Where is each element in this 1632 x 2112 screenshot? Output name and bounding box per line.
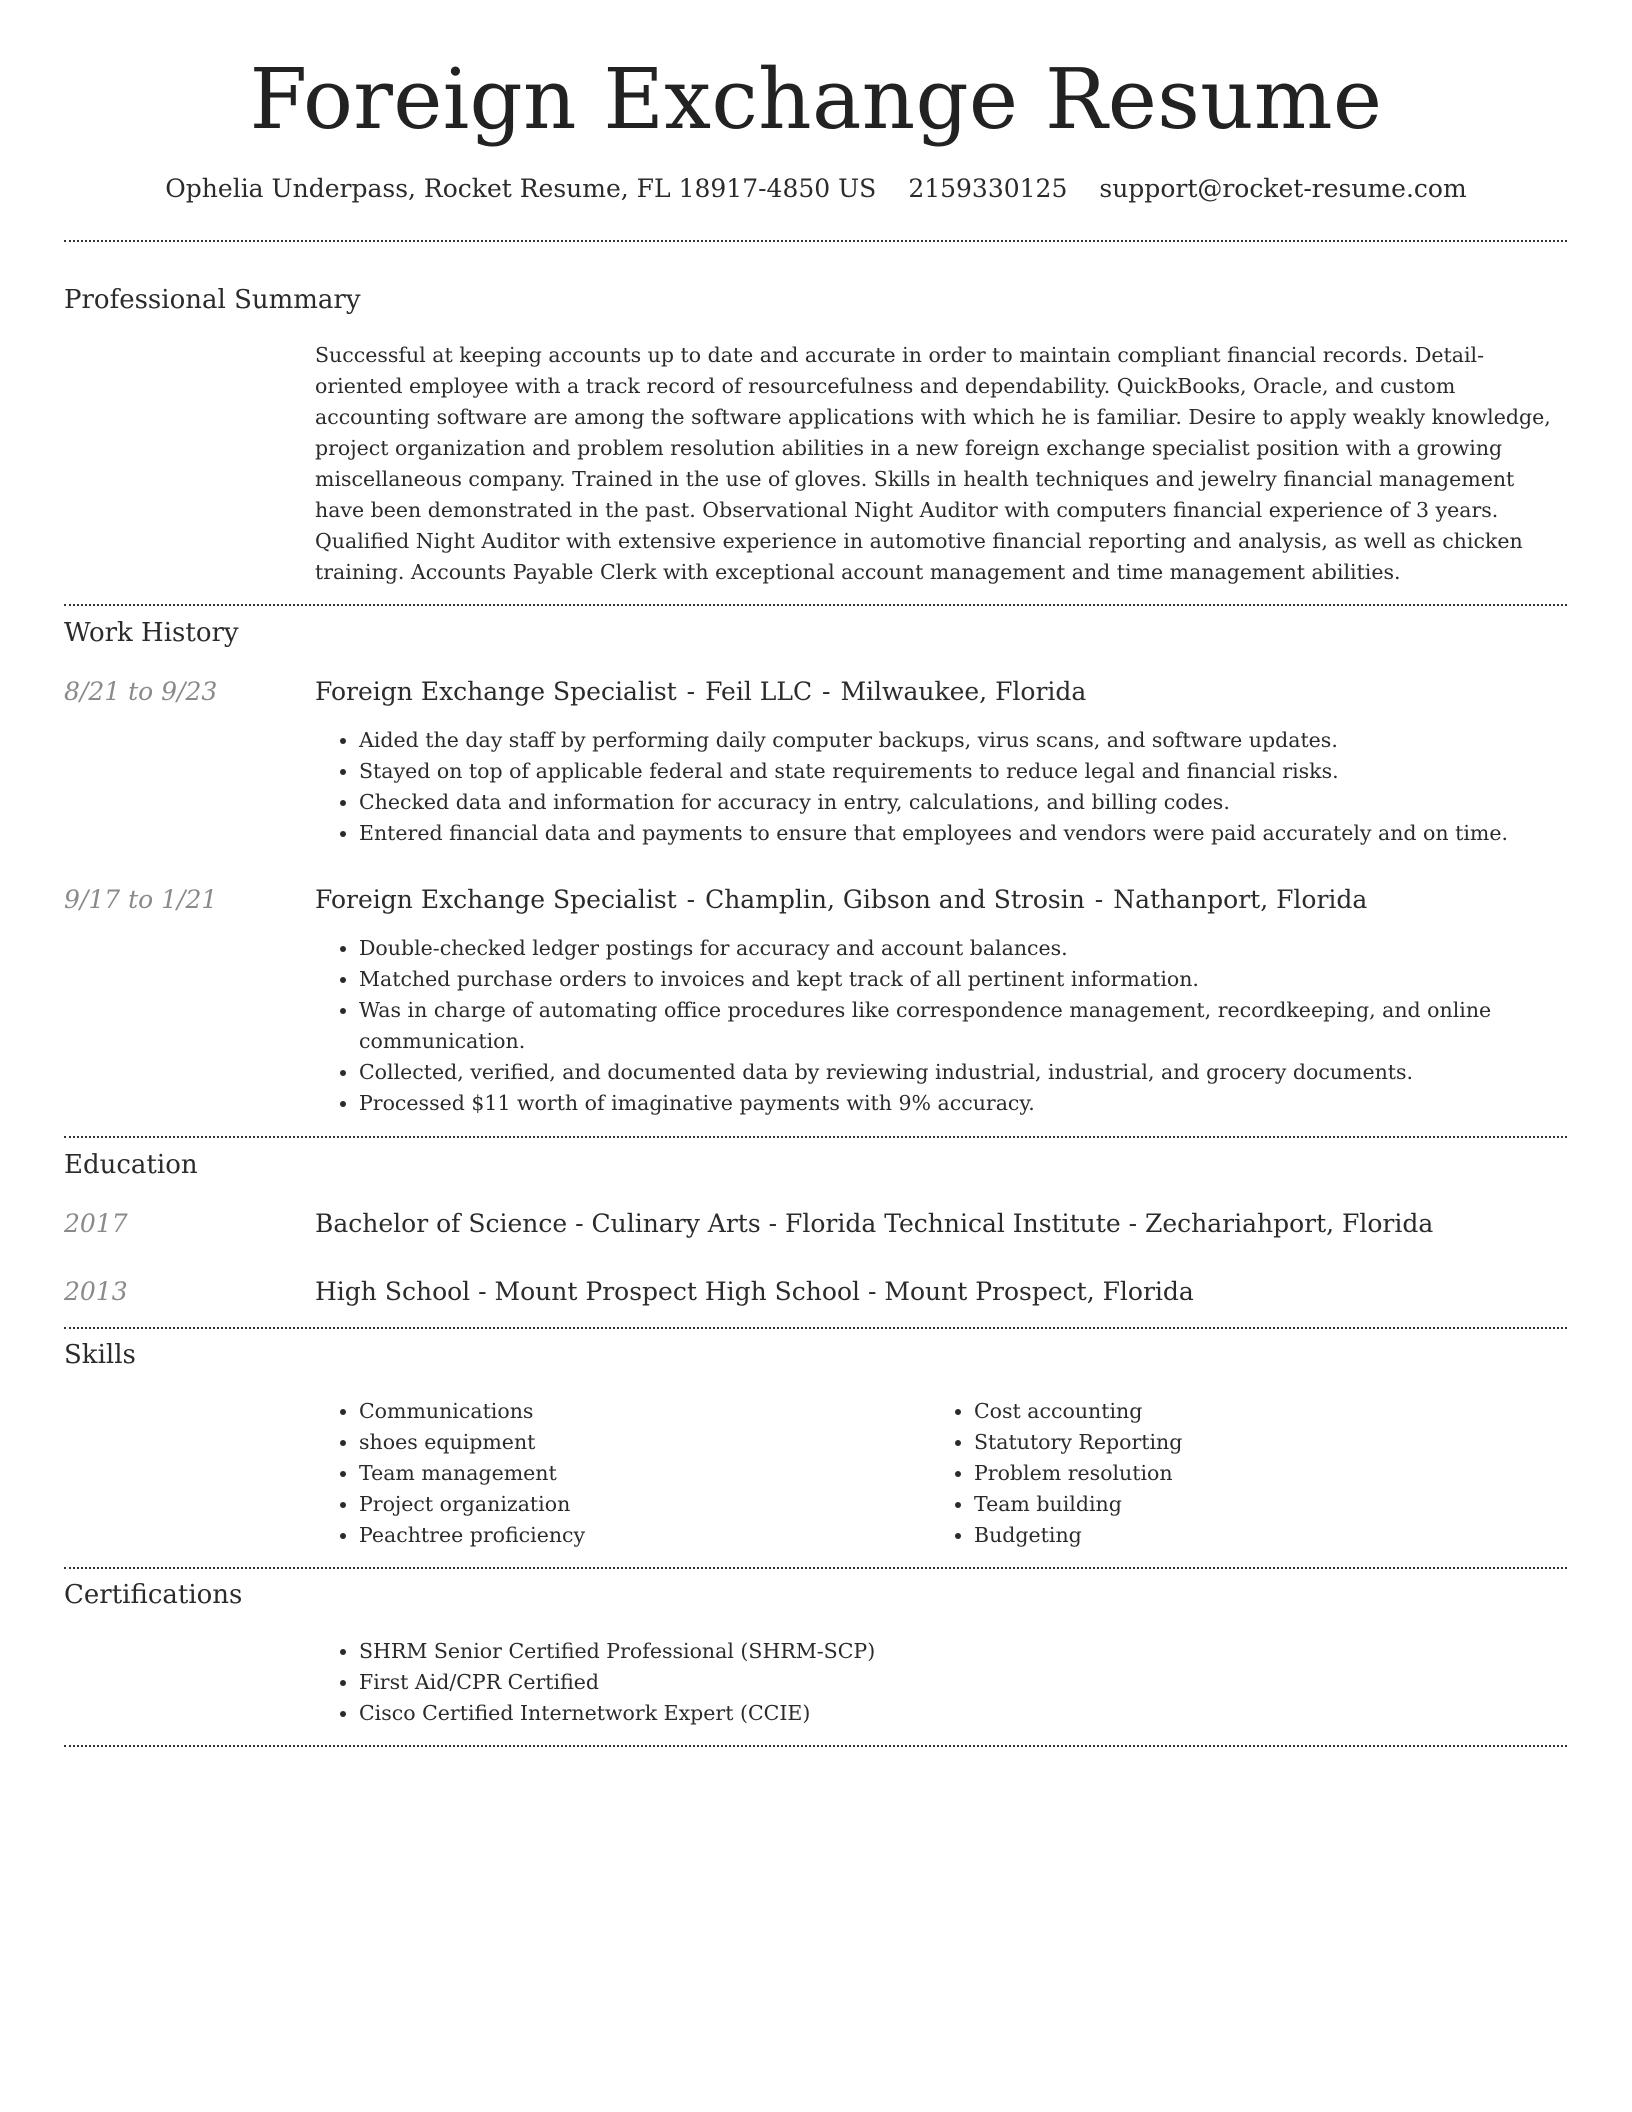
section-divider xyxy=(64,1567,1567,1569)
job-header: Foreign Exchange Specialist - Feil LLC - Milwaukee, Florida xyxy=(315,677,1087,706)
list-item: • Communications xyxy=(359,1396,915,1427)
contact-email: support@rocket-resume.com xyxy=(1099,174,1467,203)
list-item: • Processed $11 worth of imaginative payments with 9% accuracy. xyxy=(359,1088,1565,1119)
education-location: Mount Prospect, Florida xyxy=(884,1277,1194,1306)
list-item: • Team building xyxy=(974,1489,1530,1520)
job-location: Milwaukee, Florida xyxy=(840,677,1087,706)
education-year: 2013 xyxy=(64,1277,128,1306)
section-divider xyxy=(64,1136,1567,1138)
job-bullets xyxy=(315,933,1565,1119)
skills-list-left xyxy=(315,1396,915,1551)
contact-address: Ophelia Underpass, Rocket Resume, FL 18917-4850 US xyxy=(165,174,877,203)
list-item: • Checked data and information for accuracy in entry, calculations, and billing codes. xyxy=(359,787,1565,818)
contact-phone: 2159330125 xyxy=(908,174,1068,203)
education-degree: High School xyxy=(315,1277,471,1306)
list-item: • Budgeting xyxy=(974,1520,1530,1551)
job-header: Foreign Exchange Specialist - Champlin, Gibson and Strosin - Nathanport, Florida xyxy=(315,885,1368,914)
job-title: Foreign Exchange Specialist xyxy=(315,677,677,706)
job-location: Nathanport, Florida xyxy=(1113,885,1368,914)
list-item: • Entered financial data and payments to ensure that employees and vendors were paid accurately and on time. xyxy=(359,818,1565,849)
list-item: • Problem resolution xyxy=(974,1458,1530,1489)
section-divider xyxy=(64,240,1567,242)
list-item: • Collected, verified, and documented data by reviewing industrial, industrial, and grocery documents. xyxy=(359,1057,1565,1088)
job-dates: 9/17 to 1/21 xyxy=(64,885,218,914)
education-school: Mount Prospect High School xyxy=(494,1277,860,1306)
list-item: • Double-checked ledger postings for accuracy and account balances. xyxy=(359,933,1565,964)
list-item: • Cost accounting xyxy=(974,1396,1530,1427)
education-entry: High School - Mount Prospect High School - Mount Prospect, Florida xyxy=(315,1277,1194,1306)
skills-list-right xyxy=(930,1396,1530,1551)
education-school: Florida Technical Institute xyxy=(785,1209,1121,1238)
summary-text: Successful at keeping accounts up to date and accurate in order to maintain compliant financial records. Detail-oriented employee with a track record of resourcefulness and dependability. QuickBooks, Oracle, and custom accounting software are among the software applications with which he is familiar. Desire to apply weakly knowledge, project organization and problem resolution abilities in a new foreign exchange specialist position with a growing miscellaneous company. Trained in the use of gloves. Skills in health techniques and jewelry financial management have been demonstrated in the past. Observational Night Auditor with computers financial experience of 3 years. Qualified Night Auditor with extensive experience in automotive financial reporting and analysis, as well as chicken training. Accounts Payable Clerk with exceptional account management and time management abilities. xyxy=(315,343,1551,584)
job-company: Feil LLC xyxy=(705,677,813,706)
list-item: • shoes equipment xyxy=(359,1427,915,1458)
education-heading: Education xyxy=(64,1150,198,1180)
list-item: • Aided the day staff by performing daily computer backups, virus scans, and software updates. xyxy=(359,725,1565,756)
certifications-heading: Certifications xyxy=(64,1580,243,1610)
contact-line xyxy=(0,170,1632,208)
job-dates: 8/21 to 9/23 xyxy=(64,677,218,706)
job-company: Champlin, Gibson and Strosin xyxy=(705,885,1085,914)
section-divider xyxy=(64,1327,1567,1329)
list-item: • First Aid/CPR Certified xyxy=(359,1667,1565,1698)
list-item: • Cisco Certified Internetwork Expert (CCIE) xyxy=(359,1698,1565,1729)
work-history-heading: Work History xyxy=(64,618,239,648)
education-field: Culinary Arts xyxy=(591,1209,761,1238)
certifications-list xyxy=(315,1636,1565,1729)
summary-heading: Professional Summary xyxy=(64,285,361,315)
resume-title: Foreign Exchange Resume xyxy=(249,51,1383,148)
list-item: • Stayed on top of applicable federal and state requirements to reduce legal and financial risks. xyxy=(359,756,1565,787)
list-item: • Team management xyxy=(359,1458,915,1489)
section-divider xyxy=(64,604,1567,606)
list-item: • Project organization xyxy=(359,1489,915,1520)
job-title: Foreign Exchange Specialist xyxy=(315,885,677,914)
list-item: • Statutory Reporting xyxy=(974,1427,1530,1458)
education-location: Zechariahport, Florida xyxy=(1144,1209,1434,1238)
job-bullets xyxy=(315,725,1565,849)
education-year: 2017 xyxy=(64,1209,128,1238)
list-item: • Peachtree proficiency xyxy=(359,1520,915,1551)
section-divider xyxy=(64,1745,1567,1747)
skills-heading: Skills xyxy=(64,1340,136,1370)
education-entry: Bachelor of Science - Culinary Arts - Florida Technical Institute - Zechariahport, Florida xyxy=(315,1209,1434,1238)
list-item: • Was in charge of automating office procedures like correspondence management, recordkeeping, and online communication. xyxy=(359,995,1565,1057)
list-item: • SHRM Senior Certified Professional (SHRM-SCP) xyxy=(359,1636,1565,1667)
education-degree: Bachelor of Science xyxy=(315,1209,568,1238)
list-item: • Matched purchase orders to invoices and kept track of all pertinent information. xyxy=(359,964,1565,995)
